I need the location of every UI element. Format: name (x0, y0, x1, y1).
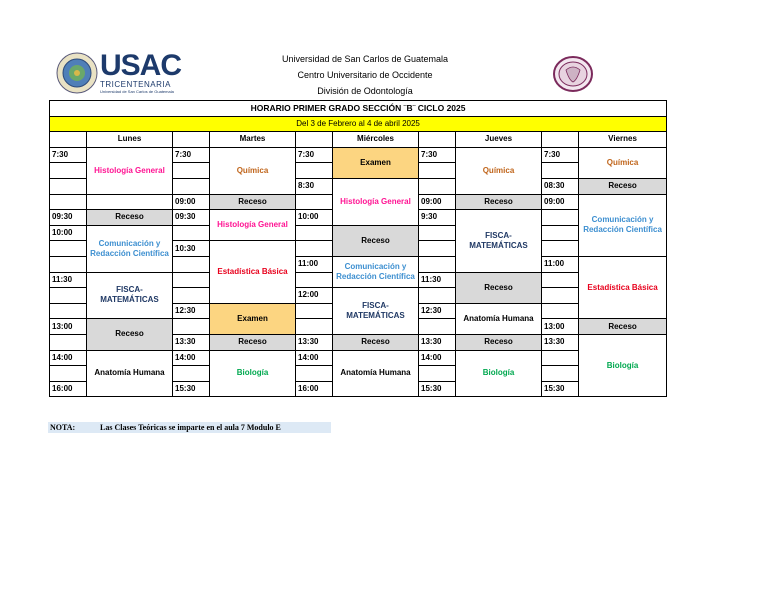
time-cell: 15:30 (542, 381, 579, 397)
time-cell: 09:00 (419, 194, 456, 210)
class-cell: Histología General (87, 147, 173, 194)
class-cell: Comunicación y Redacción Científica (579, 194, 667, 256)
time-cell: 10:30 (173, 241, 210, 257)
class-cell: Anatomía Humana (333, 350, 419, 397)
time-cell: 14:00 (419, 350, 456, 366)
class-cell: FISCA-MATEMÁTICAS (87, 272, 173, 319)
usac-logo-text: USAC (100, 49, 182, 82)
time-cell: 9:30 (419, 210, 456, 226)
class-cell: Química (579, 147, 667, 178)
odontology-seal-icon (553, 56, 593, 92)
class-cell: Receso (87, 319, 173, 350)
day-monday: Lunes (87, 132, 173, 148)
time-cell: 12:30 (419, 303, 456, 319)
header-division: División de Odontología (317, 86, 413, 96)
time-cell: 16:00 (50, 381, 87, 397)
schedule-title: HORARIO PRIMER GRADO SECCIÓN ¨B¨ CICLO 2025 (50, 101, 667, 117)
day-wednesday: Miércoles (333, 132, 419, 148)
class-cell: Receso (210, 334, 296, 350)
note-bar (48, 422, 331, 433)
class-cell: Receso (456, 272, 542, 303)
class-cell: Biología (210, 350, 296, 397)
class-cell: Histología General (210, 210, 296, 241)
usac-seal-icon (56, 52, 98, 94)
time-cell: 10:00 (296, 210, 333, 226)
class-cell: Estadística Básica (210, 241, 296, 303)
class-cell: Receso (579, 319, 667, 335)
class-cell: Química (210, 147, 296, 194)
class-cell: FISCA-MATEMÁTICAS (333, 288, 419, 335)
usac-logo-subtitle-small: Universidad de San Carlos de Guatemala (100, 89, 174, 94)
time-cell: 7:30 (542, 147, 579, 163)
time-cell: 13:30 (296, 334, 333, 350)
time-cell: 11:00 (542, 256, 579, 272)
time-cell: 13:30 (542, 334, 579, 350)
day-thursday: Jueves (456, 132, 542, 148)
schedule-table (49, 100, 667, 397)
time-cell: 14:00 (173, 350, 210, 366)
time-cell: 15:30 (173, 381, 210, 397)
time-cell: 13:30 (419, 334, 456, 350)
class-cell: Histología General (333, 178, 419, 225)
class-cell: Biología (579, 334, 667, 396)
usac-logo-subtitle: TRICENTENARIA (100, 80, 171, 89)
class-cell: Biología (456, 350, 542, 397)
time-cell: 09:30 (50, 210, 87, 226)
class-cell: Receso (210, 194, 296, 210)
header-university: Universidad de San Carlos de Guatemala (281, 54, 449, 64)
class-cell: Comunicación y Redacción Científica (333, 256, 419, 287)
class-cell: Receso (333, 225, 419, 256)
class-cell: FISCA-MATEMÁTICAS (456, 210, 542, 272)
time-cell: 13:00 (50, 319, 87, 335)
day-friday: Viernes (579, 132, 667, 148)
class-cell: Anatomía Humana (87, 350, 173, 397)
time-cell: 7:30 (419, 147, 456, 163)
note-text: Las Clases Teóricas se imparte en el aula 7 Modulo E (100, 423, 281, 432)
note-label: NOTA: (50, 423, 76, 432)
time-cell: 10:00 (50, 225, 87, 241)
time-cell: 7:30 (173, 147, 210, 163)
time-cell: 7:30 (50, 147, 87, 163)
class-cell: Anatomía Humana (456, 303, 542, 334)
time-cell: 11:00 (296, 256, 333, 272)
time-cell: 13:00 (542, 319, 579, 335)
time-cell: 7:30 (296, 147, 333, 163)
time-cell: 11:30 (50, 272, 87, 288)
class-cell: Examen (333, 147, 419, 178)
time-cell: 09:00 (542, 194, 579, 210)
header-center: Centro Universitario de Occidente (297, 70, 433, 80)
time-cell: 15:30 (419, 381, 456, 397)
time-cell: 13:30 (173, 334, 210, 350)
class-cell: Receso (333, 334, 419, 350)
time-cell: 12:00 (296, 288, 333, 304)
time-cell: 09:30 (173, 210, 210, 226)
time-cell: 8:30 (296, 178, 333, 194)
time-cell: 11:30 (419, 272, 456, 288)
schedule-dates: Del 3 de Febrero al 4 de abril 2025 (50, 116, 667, 132)
time-cell: 16:00 (296, 381, 333, 397)
time-cell: 14:00 (296, 350, 333, 366)
class-cell: Receso (579, 178, 667, 194)
time-cell: 09:00 (173, 194, 210, 210)
class-cell: Comunicación y Redacción Científica (87, 225, 173, 272)
class-cell: Química (456, 147, 542, 194)
day-tuesday: Martes (210, 132, 296, 148)
time-cell: 12:30 (173, 303, 210, 319)
time-cell: 08:30 (542, 178, 579, 194)
class-cell: Estadística Básica (579, 256, 667, 318)
time-cell: 14:00 (50, 350, 87, 366)
class-cell: Receso (456, 334, 542, 350)
class-cell: Examen (210, 303, 296, 334)
class-cell: Receso (456, 194, 542, 210)
class-cell: Receso (87, 210, 173, 226)
